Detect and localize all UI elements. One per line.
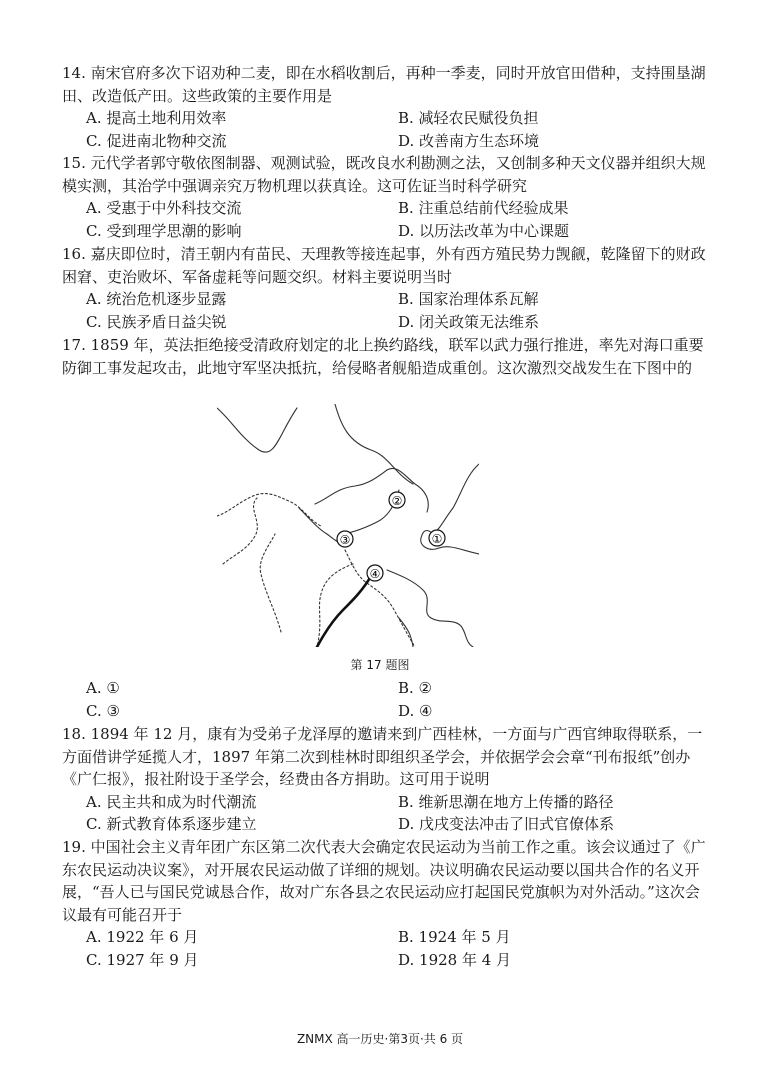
map-coastline [387, 570, 473, 647]
question-14 [62, 62, 712, 152]
map-marker-1 [429, 530, 445, 546]
map-boundary [217, 494, 321, 526]
question-number: 14. [62, 64, 86, 82]
question-number: 16. [62, 245, 86, 263]
option-b: B. 减轻农民赋役负担 [398, 109, 539, 127]
options-row [62, 813, 712, 836]
options-row [62, 677, 712, 700]
option-c: C. 民族矛盾日益尖锐 [86, 312, 227, 331]
options-row [62, 791, 712, 814]
option-d: D. 改善南方生态环境 [398, 131, 540, 150]
option-c: C. 受到理学思潮的影响 [86, 221, 242, 240]
option-c: C. 新式教育体系逐步建立 [86, 815, 257, 833]
page-footer: ZNMX 高一历史·第3页·共 6 页 [296, 1032, 464, 1046]
question-17 [62, 334, 712, 379]
options-row [62, 220, 712, 243]
question-number: 17. [62, 336, 86, 354]
option-a: A. 民主共和成为时代潮流 [86, 792, 257, 811]
question-17-map [217, 404, 479, 647]
question-17-options [62, 677, 712, 722]
map-marker-3 [337, 531, 353, 547]
option-a: A. ① [86, 679, 120, 697]
options-row [62, 926, 712, 949]
options-row [62, 700, 712, 723]
map-coastline [315, 468, 428, 512]
option-a: A. 统治危机逐步显露 [86, 290, 227, 308]
map-boundary [223, 498, 257, 564]
option-a: A. 受惠于中外科技交流 [86, 199, 242, 217]
option-b: B. 维新思潮在地方上传播的路径 [398, 792, 614, 811]
svg-text:②: ② [391, 494, 403, 508]
svg-text:③: ③ [339, 533, 351, 547]
options-row [62, 197, 712, 220]
map-marker-2 [389, 492, 405, 508]
map-coastline [433, 464, 479, 534]
option-c: C. 促进南北物种交流 [86, 131, 227, 150]
map-marker-4 [367, 565, 383, 581]
question-number: 15. [62, 154, 86, 172]
option-d: D. ④ [398, 701, 433, 720]
question-number: 19. [62, 838, 86, 856]
options-row [62, 107, 712, 130]
option-b: B. 注重总结前代经验成果 [398, 199, 569, 217]
question-19 [62, 836, 712, 971]
option-a: A. 提高土地利用效率 [86, 109, 227, 127]
map-river [217, 408, 297, 452]
question-15 [62, 152, 712, 242]
option-d: D. 戊戌变法冲击了旧式官僚体系 [398, 815, 615, 833]
option-b: B. 1924 年 5 月 [398, 928, 511, 946]
option-a: A. 1922 年 6 月 [86, 928, 199, 946]
options-row [62, 130, 712, 153]
options-row [62, 949, 712, 972]
map-caption: 第 17 题图 [350, 658, 410, 672]
question-stem: 16. 嘉庆即位时，清王朝内有苗民、天理教等接连起事，外有西方殖民势力觊觎，乾隆留下的财政困窘、吏治败坏、军备虚耗等问题交织。材料主要说明当时 [62, 245, 706, 286]
option-d: D. 闭关政策无法维系 [398, 312, 540, 331]
options-row [62, 311, 712, 334]
option-c: C. ③ [86, 701, 120, 720]
question-number: 18. [62, 725, 86, 743]
question-stem: 18. 1894 年 12 月，康有为受弟子龙泽厚的邀请来到广西桂林，一方面与广西官绅取得联系，一方面借讲学延揽人才，1897 年第二次到桂林时即组织圣学会，并依据学会会章“刊布报纸”创办《广仁报》，报社附设于圣学会，经费由各方捐助。这可用于说明 [62, 725, 703, 788]
question-stem: 19. 中国社会主义青年团广东区第二次代表大会确定农民运动为当前工作之重。该会议通过了《广东农民运动决议案》，对开展农民运动做了详细的规划。决议明确农民运动要以国共合作的名义开展，“吾人已与国民党诚恳合作，故对广东各县之农民运动应打起国民党旗帜为对外活动。”这次会议最有可能召开于 [62, 838, 706, 924]
option-b: B. ② [398, 679, 433, 697]
option-d: D. 1928 年 4 月 [398, 950, 512, 969]
map-boundary [260, 534, 281, 632]
option-d: D. 以历法改革为中心课题 [398, 221, 570, 240]
question-stem: 15. 元代学者郭守敬依图制器、观测试验，既改良水利勘测之法，又创制多种天文仪器并组织大规模实测，其治学中强调亲究万物机理以获真诠。这可佐证当时科学研究 [62, 154, 706, 195]
option-b: B. 国家治理体系瓦解 [398, 290, 539, 308]
options-row [62, 288, 712, 311]
question-stem: 17. 1859 年，英法拒绝接受清政府划定的北上换约路线，联军以武力强行推进，率先对海口重要防御工事发起攻击，此地守军坚决抵抗，给侵略者舰船造成重创。这次激烈交战发生在下图中的 [62, 336, 704, 377]
option-c: C. 1927 年 9 月 [86, 950, 199, 969]
map-river [317, 576, 371, 647]
question-16 [62, 243, 712, 333]
question-stem: 14. 南宋官府多次下诏劝种二麦，即在水稻收割后，再种一季麦，同时开放官田借种，支持围垦湖田、改造低产田。这些政策的主要作用是 [62, 64, 706, 105]
svg-text:④: ④ [369, 567, 381, 581]
question-18 [62, 723, 712, 836]
svg-text:①: ① [431, 532, 443, 546]
